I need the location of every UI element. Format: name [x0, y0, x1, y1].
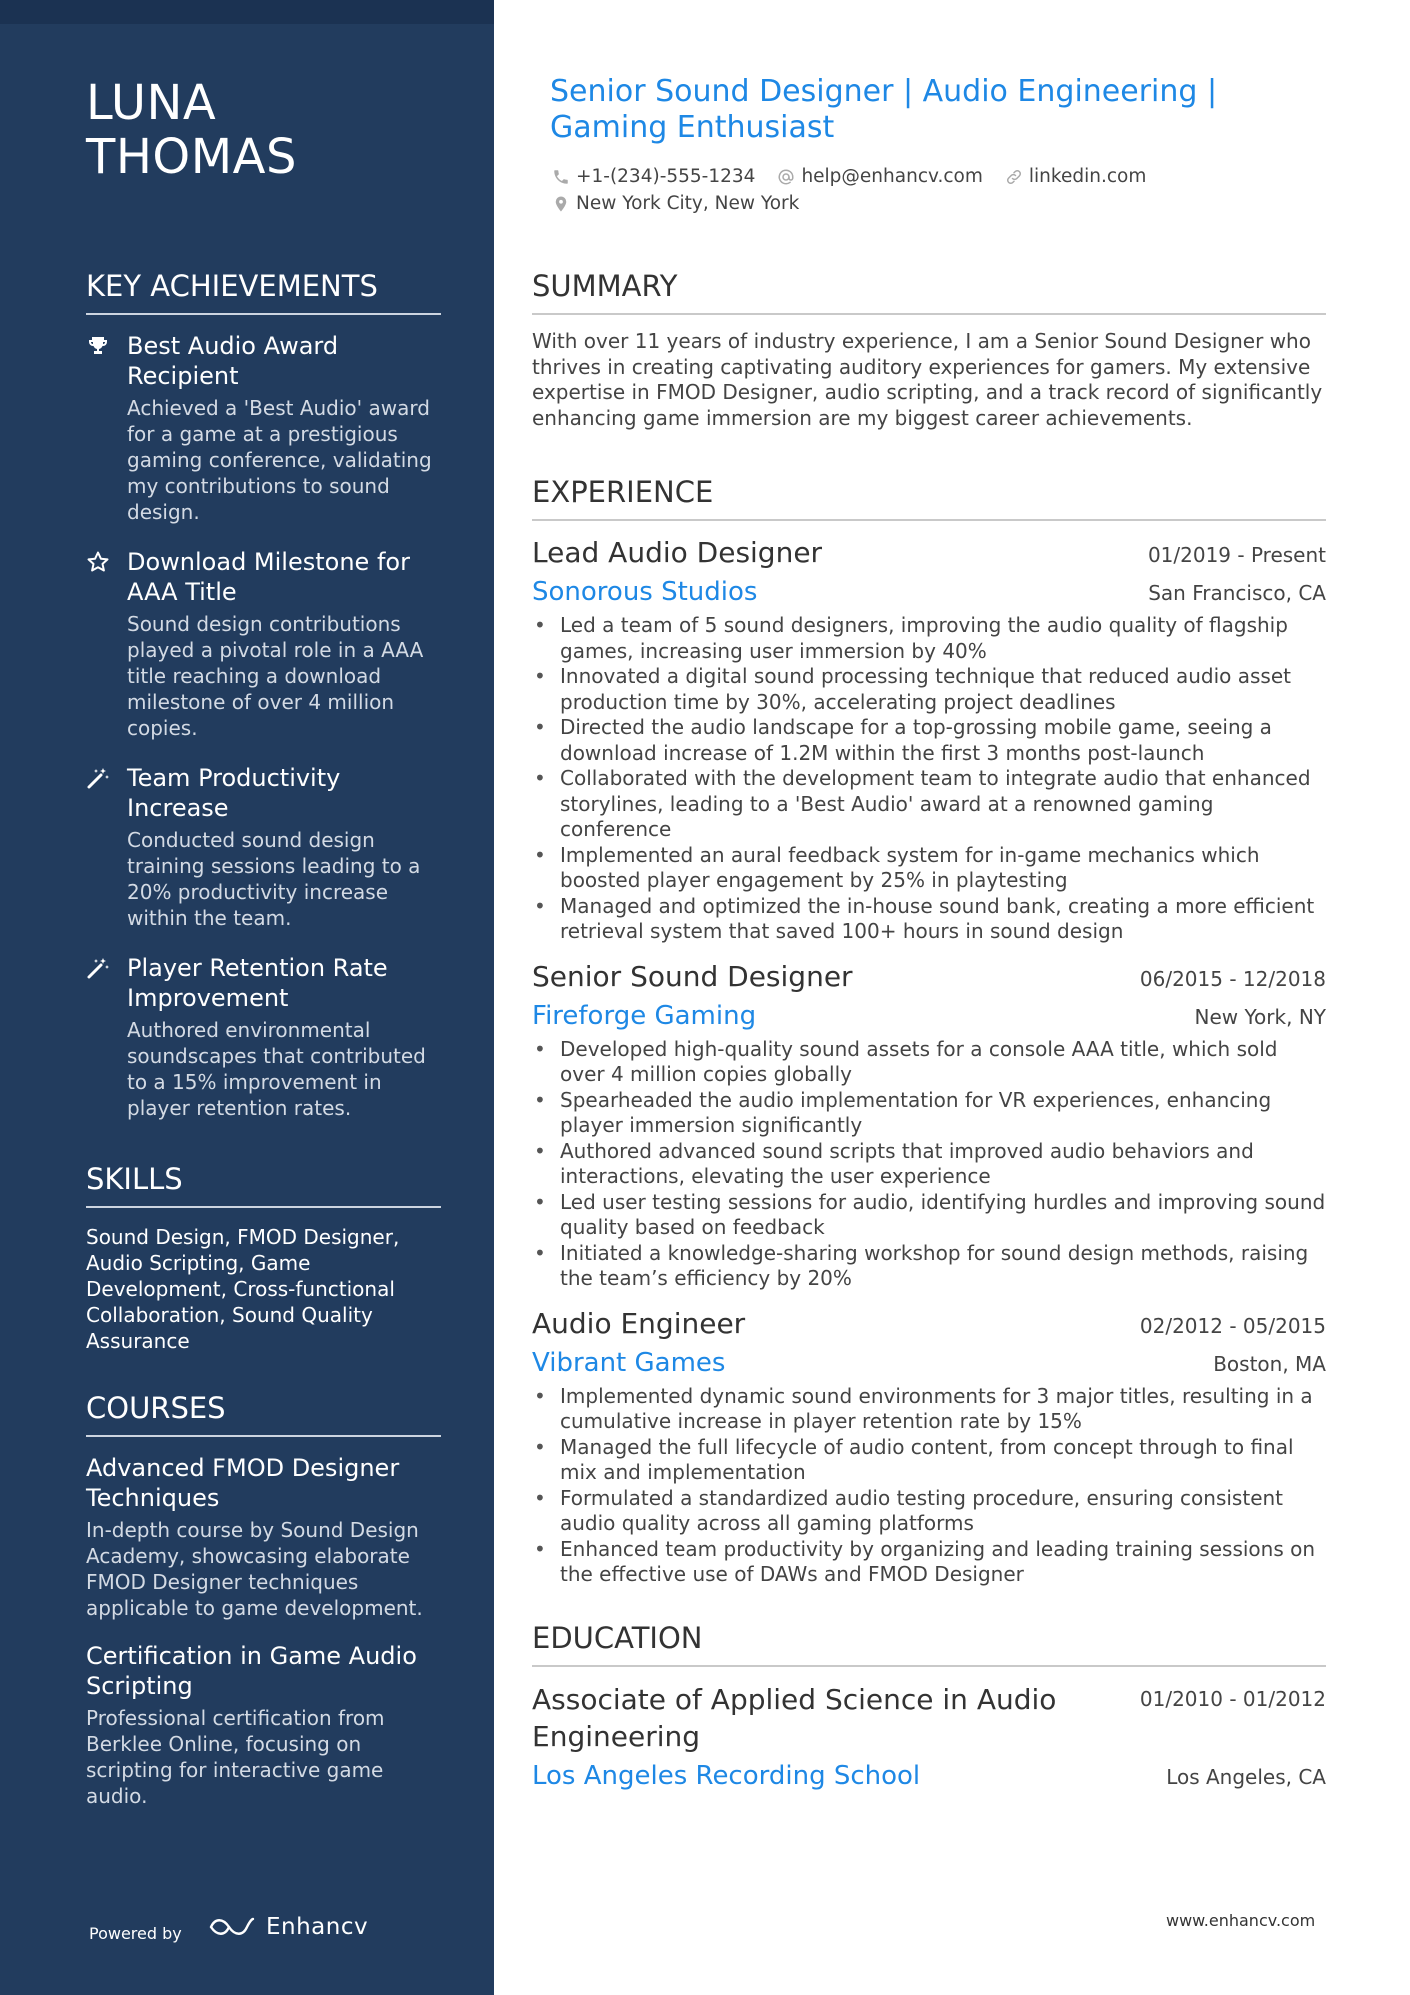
courses-section — [86, 1390, 441, 1829]
sidebar-top-strip — [0, 0, 494, 24]
course-item — [86, 1453, 441, 1621]
job-location: Boston, MA — [1213, 1351, 1326, 1376]
summary-text: With over 11 years of industry experience, I am a Senior Sound Designer who thrives in creating captivating auditory experiences for gamers. My extensive expertise in FMOD Designer, audio scripting, and a track record of significantly enhancing game immersion are my biggest career achievements. — [532, 329, 1323, 430]
experience-section — [532, 474, 1326, 1602]
achievement-item — [86, 763, 441, 931]
job-bullet: • Enhanced team productivity by organizing and leading training sessions on the effective use of DAWs and FMOD Designer — [532, 1537, 1326, 1588]
achievement-description: Conducted sound design training sessions leading to a 20% productivity increase within the team. — [127, 828, 421, 930]
link-contact[interactable] — [1005, 166, 1146, 187]
powered-by-label: Powered by — [89, 1924, 182, 1943]
skills-title: SKILLS — [86, 1161, 441, 1208]
job-bullet: • Collaborated with the development team to integrate audio that enhanced storylines, leading to a 'Best Audio' award at a renowned gaming conference — [532, 766, 1326, 843]
magic-wand-icon — [86, 766, 112, 792]
achievement-description: Authored environmental soundscapes that contributed to a 15% improvement in player retention rates. — [127, 1018, 426, 1120]
job-bullet: • Directed the audio landscape for a top-grossing mobile game, seeing a download increase of 1.2M within the first 3 months post-launch — [532, 715, 1326, 766]
link-text: linkedin.com — [1028, 166, 1147, 187]
job-bullet: • Formulated a standardized audio testing procedure, ensuring consistent audio quality across all gaming platforms — [532, 1486, 1326, 1537]
job-bullet: • Developed high-quality sound assets for a console AAA title, which sold over 4 million copies globally — [532, 1037, 1326, 1088]
achievement-title: Team Productivity Increase — [127, 764, 341, 822]
headline: Senior Sound Designer | Audio Engineering | Gaming Enthusiast — [550, 74, 1218, 145]
job-bullet: • Spearheaded the audio implementation for VR experiences, enhancing player immersion significantly — [532, 1088, 1326, 1139]
star-icon — [86, 550, 112, 576]
enhancv-logo-icon — [208, 1914, 256, 1940]
enhancv-logo[interactable] — [208, 1914, 368, 1940]
course-description: In-depth course by Sound Design Academy, showcasing elaborate FMOD Designer techniques applicable to game development. — [86, 1518, 423, 1620]
job-bullet: • Innovated a digital sound processing technique that reduced audio asset production time by 30%, accelerating project deadlines — [532, 664, 1326, 715]
school-location: Los Angeles, CA — [1166, 1765, 1326, 1789]
summary-section — [532, 268, 1326, 431]
summary-title: SUMMARY — [532, 268, 1326, 315]
job-bullet: • Initiated a knowledge-sharing workshop for sound design methods, raising the team’s efficiency by 20% — [532, 1241, 1326, 1292]
job-bullets — [532, 613, 1326, 945]
job-location: New York, NY — [1194, 1004, 1326, 1029]
achievement-description: Sound design contributions played a pivotal role in a AAA title reaching a download milestone of over 4 million copies. — [127, 612, 424, 740]
achievement-item — [86, 547, 441, 741]
course-title: Advanced FMOD Designer Techniques — [86, 1454, 400, 1512]
email-text: help@enhancv.com — [801, 166, 983, 187]
job-bullet: • Implemented an aural feedback system for in-game mechanics which boosted player engagement by 25% in playtesting — [532, 843, 1326, 894]
phone-text: +1-(234)-555-1234 — [576, 166, 756, 187]
job-company: Fireforge Gaming — [532, 1000, 757, 1031]
achievement-title: Player Retention Rate Improvement — [127, 954, 388, 1012]
key-achievements-title: KEY ACHIEVEMENTS — [86, 268, 441, 315]
link-icon — [1005, 168, 1023, 186]
phone-icon — [552, 168, 570, 186]
education-title: EDUCATION — [532, 1620, 1326, 1667]
job-date: 02/2012 - 05/2015 — [1139, 1313, 1326, 1338]
achievement-title: Download Milestone for AAA Title — [127, 548, 410, 606]
contact-info — [552, 163, 1332, 217]
course-description: Professional certification from Berklee Online, focusing on scripting for interactive game audio. — [86, 1706, 385, 1808]
achievement-item — [86, 331, 441, 525]
course-title: Certification in Game Audio Scripting — [86, 1642, 417, 1700]
job-company: Sonorous Studios — [532, 577, 758, 607]
enhancv-logo-text: Enhancv — [266, 1914, 369, 1940]
name-first: LUNA — [86, 75, 217, 131]
job-bullets — [532, 1037, 1326, 1292]
location-text: New York City, New York — [576, 193, 800, 214]
achievement-description: Achieved a 'Best Audio' award for a game at a prestigious gaming conference, validating my contributions to sound design. — [127, 396, 432, 524]
skills-list: Sound Design, FMOD Designer, Audio Scripting, Game Development, Cross-functional Collaboration, Sound Quality Assurance — [86, 1225, 400, 1353]
at-icon — [777, 168, 795, 186]
footer-url[interactable]: www.enhancv.com — [1166, 1911, 1316, 1930]
skills-section — [86, 1161, 441, 1354]
achievement-title: Best Audio Award Recipient — [127, 332, 339, 390]
experience-title: EXPERIENCE — [532, 474, 1326, 521]
candidate-name — [86, 76, 297, 184]
education-date: 01/2010 - 01/2012 — [1139, 1687, 1326, 1711]
job-bullet: • Managed the full lifecycle of audio content, from concept through to final mix and implementation — [532, 1435, 1326, 1486]
job-entry — [532, 1306, 1326, 1588]
sidebar — [0, 0, 494, 1995]
job-date: 01/2019 - Present — [1147, 543, 1326, 567]
job-company: Vibrant Games — [532, 1347, 726, 1378]
job-bullet: • Led user testing sessions for audio, identifying hurdles and improving sound quality based on feedback — [532, 1190, 1326, 1241]
job-bullet: • Led a team of 5 sound designers, improving the audio quality of flagship games, increasing user immersion by 40% — [532, 613, 1326, 664]
location-contact — [552, 193, 799, 214]
job-title: Audio Engineer — [532, 1306, 746, 1340]
education-section — [532, 1620, 1326, 1797]
job-bullet: • Authored advanced sound scripts that improved audio behaviors and interactions, elevating the user experience — [532, 1139, 1326, 1190]
location-pin-icon — [552, 195, 570, 213]
job-bullets — [532, 1384, 1326, 1588]
magic-wand-icon — [86, 956, 112, 982]
job-bullet: • Managed and optimized the in-house sound bank, creating a more efficient retrieval system that saved 100+ hours in sound design — [532, 894, 1326, 945]
trophy-icon — [86, 334, 112, 360]
name-last: THOMAS — [86, 129, 297, 185]
courses-title: COURSES — [86, 1390, 441, 1437]
degree-title: Associate of Applied Science in Audio Engineering — [532, 1683, 1057, 1753]
job-entry — [532, 535, 1326, 945]
job-title: Senior Sound Designer — [532, 959, 853, 993]
phone-contact[interactable] — [552, 166, 755, 187]
job-date: 06/2015 - 12/2018 — [1139, 966, 1326, 991]
job-bullet: • Implemented dynamic sound environments for 3 major titles, resulting in a cumulative increase in player retention rate by 15% — [532, 1384, 1326, 1435]
job-entry — [532, 959, 1326, 1292]
job-location: San Francisco, CA — [1148, 581, 1326, 605]
achievement-item — [86, 953, 441, 1121]
key-achievements-section — [86, 268, 441, 1143]
course-item — [86, 1641, 441, 1809]
job-title: Lead Audio Designer — [532, 536, 823, 569]
school-name: Los Angeles Recording School — [532, 1761, 921, 1791]
email-contact[interactable] — [777, 166, 982, 187]
